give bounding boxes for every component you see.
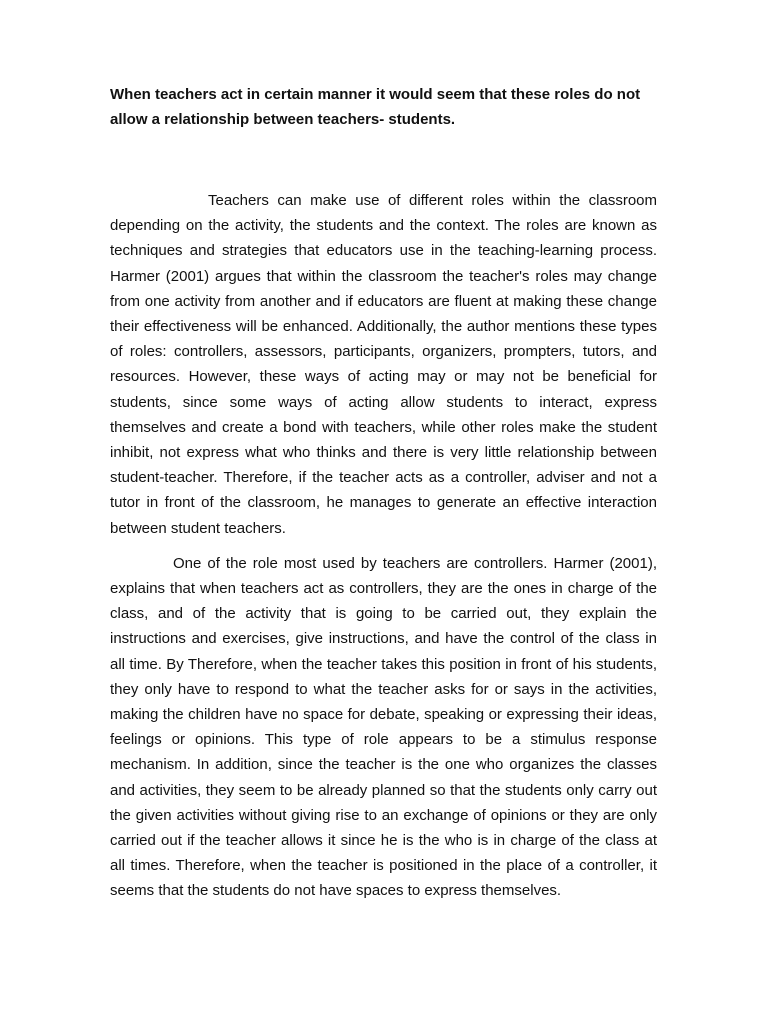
document-body — [110, 82, 657, 904]
paragraph-teacher-roles: Teachers can make use of different roles within the classroom depending on the activity, the students and the context. The roles are known as techniques and strategies that educators use in the teaching-learning process. Harmer (2001) argues that within the classroom the teacher's roles may change from one activity from another and if educators are fluent at making these change their effectiveness will be enhanced. Additionally, the author mentions these types of roles: controllers, assessors, participants, organizers, prompters, tutors, and resources. However, these ways of acting may or may not be beneficial for students, since some ways of acting allow students to interact, express themselves and create a bond with teachers, while other roles make the student inhibit, not express what who thinks and there is very little relationship between student-teacher. Therefore, if the teacher acts as a controller, adviser and not a tutor in front of the classroom, he manages to generate an effective interaction between student teachers. — [110, 192, 657, 537]
document-title: When teachers act in certain manner it would seem that these roles do not allow a relationship between teachers- students. — [110, 86, 641, 128]
paragraph-controllers: One of the role most used by teachers are controllers. Harmer (2001), explains that when teachers act as controllers, they are the ones in charge of the class, and of the activity that is going to be carried out, they explain the instructions and exercises, give instructions, and have the control of the class in all time. By Therefore, when the teacher takes this position in front of his students, they only have to respond to what the teacher asks for or says in the activities, making the children have no space for debate, speaking or expressing their ideas, feelings or opinions. This type of role appears to be a stimulus response mechanism. In addition, since the teacher is the one who organizes the classes and activities, they seem to be already planned so that the students only carry out the given activities without giving rise to an exchange of opinions or they are only carried out if the teacher allows it since he is the who is in charge of the class at all times. Therefore, when the teacher is positioned in the place of a controller, it seems that the students do not have spaces to express themselves. — [110, 554, 657, 900]
